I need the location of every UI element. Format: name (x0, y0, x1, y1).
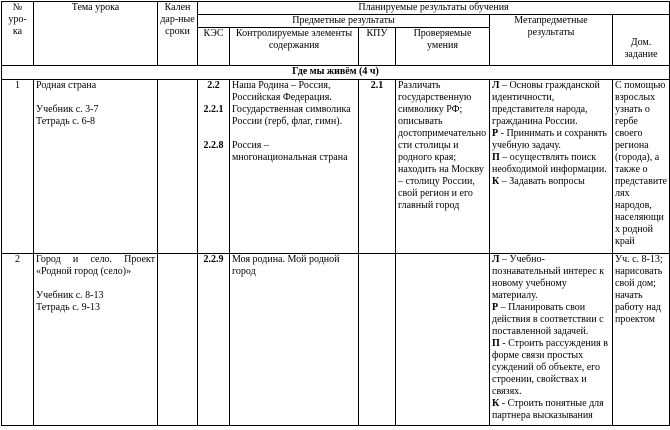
controlled-elements (230, 254, 359, 426)
lesson-plan-table (1, 1, 670, 426)
meta-results (490, 254, 613, 426)
lesson-calendar (158, 80, 198, 254)
table-row (2, 80, 670, 254)
kpu-code: 2.1 (359, 80, 396, 254)
header-subject-results: Предметные результаты (198, 15, 490, 28)
header-calendar: Кален дар-ные сроки (158, 2, 198, 66)
controlled-elements (230, 80, 359, 254)
kes-code: 2.2.9 (203, 254, 224, 265)
meta-text: – Задавать вопросы (499, 176, 585, 187)
content-item: Моя родина. Мой родной город (232, 254, 340, 277)
lesson-workbook: Тетрадь с. 6-8 (36, 116, 96, 127)
meta-results (490, 80, 613, 254)
homework: Уч. с. 8-13; нарисовать свой дом; начать работу над проектом (613, 254, 670, 426)
meta-text: - Строить понятные для партнера высказывания (492, 398, 604, 421)
kes-code: 2.2.1 (203, 104, 224, 115)
header-skills: Проверяемые умения (396, 28, 490, 66)
header-homework: Дом. задание (613, 15, 670, 66)
header-planned-results: Планируемые результаты обучения (198, 2, 670, 15)
lesson-topic-cell (34, 80, 158, 254)
lesson-textbook: Учебник с. 8-13 (36, 290, 104, 301)
kes-code: 2.2.8 (203, 140, 224, 151)
header-kes: КЭС (198, 28, 230, 66)
kes-codes (198, 254, 230, 426)
header-num: № уро-ка (2, 2, 34, 66)
meta-text: – Планировать свои действия в соответствии с поставленной задачей. (492, 302, 604, 337)
lesson-num: 1 (2, 80, 34, 254)
kes-code: 2.2 (207, 80, 220, 91)
lesson-topic: Родная страна (36, 80, 97, 91)
header-topic: Тема урока (34, 2, 158, 66)
meta-text: – Учебно-познавательный интерес к новому учебному материалу. (492, 254, 605, 301)
content-item: Россия – многонациональная страна (232, 140, 348, 163)
header-kpu: КПУ (359, 28, 396, 66)
lesson-calendar (158, 254, 198, 426)
meta-text: – осуществлять поиск необходимой информации. (492, 152, 607, 175)
meta-letter: П (492, 152, 500, 163)
kes-codes (198, 80, 230, 254)
header-meta-results: Метапредметные результаты (490, 15, 613, 66)
meta-letter: Л (492, 254, 500, 265)
lesson-num: 2 (2, 254, 34, 426)
content-item: Государственная символика России (герб, флаг, гимн). (232, 104, 351, 127)
table-row (2, 254, 670, 426)
lesson-topic: Город и село. Проект «Родной город (село)» (36, 254, 155, 277)
meta-text: - Принимать и сохранять учебную задачу. (492, 128, 607, 151)
checked-skills: Различать государственную символику РФ; описывать достопримечательности столицы и родного края; находить на Москву – столицу России, свой регион и его главный город (396, 80, 490, 254)
meta-letter: Р (492, 128, 499, 139)
meta-letter: К (492, 176, 500, 187)
meta-text: - Строить рассуждения в форме связи простых суждений об объекте, его строении, свойствах и связях. (492, 338, 608, 397)
content-item: Наша Родина – Россия, Российская Федерация. (232, 80, 332, 103)
kpu-code (359, 254, 396, 426)
meta-letter: П (492, 338, 500, 349)
checked-skills (396, 254, 490, 426)
meta-text: – Основы гражданской идентичности, представителя народа, гражданина России. (492, 80, 600, 127)
lesson-workbook: Тетрадь с. 9-13 (36, 302, 101, 313)
lesson-textbook: Учебник с. 3-7 (36, 104, 99, 115)
header-controlled-elements: Контролируемые элементы содержания (230, 28, 359, 66)
section-title: Где мы живём (4 ч) (2, 66, 670, 80)
homework: С помощью взрослых узнать о гербе своего региона (города), а также о представителях народов, населяющих родной край (613, 80, 670, 254)
lesson-topic-cell (34, 254, 158, 426)
meta-letter: Л (492, 80, 500, 91)
meta-letter: К (492, 398, 500, 409)
meta-letter: Р (492, 302, 499, 313)
